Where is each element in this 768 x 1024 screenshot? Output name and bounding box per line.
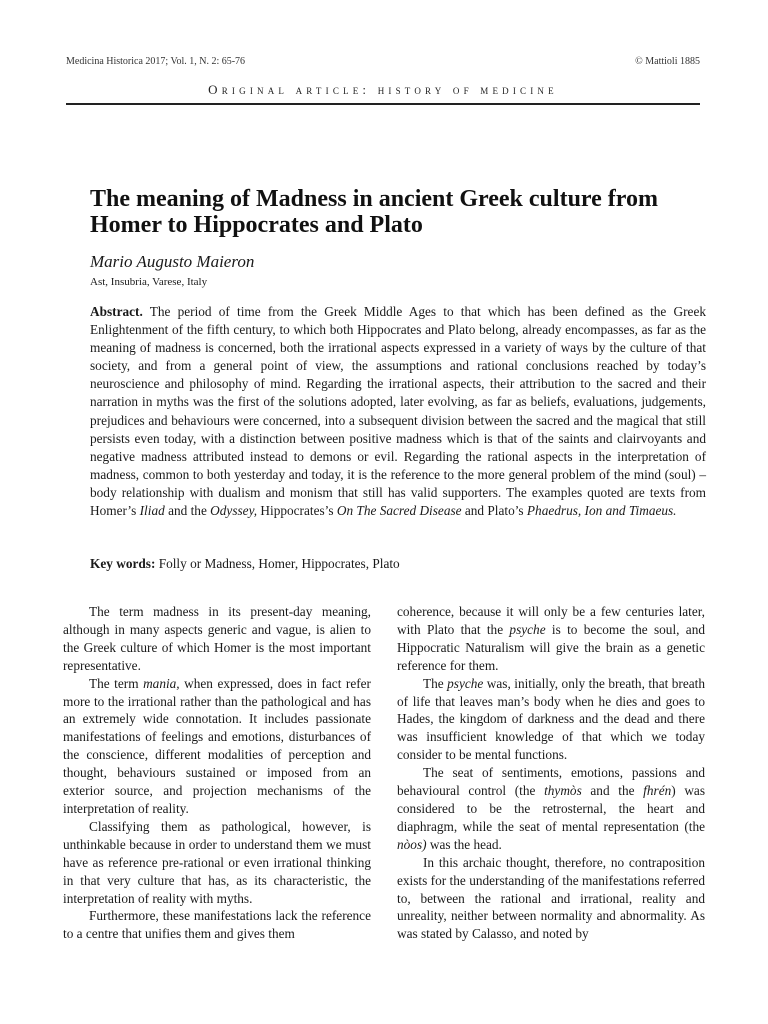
paragraph: Classifying them as pathological, however, is unthinkable because in order to understand them we must have as reference pre-rational or even irrational thinking in that very culture that has, as its characteristic, the interpretation of reality with myths. [63, 818, 371, 906]
term-psyche: psyche [447, 675, 484, 691]
paragraph: Furthermore, these manifestations lack the reference to a centre that unifies them and gives them [63, 908, 371, 942]
abstract-odyssey: Odyssey, [210, 503, 258, 519]
text-run: ) was considered to be the retrosternal, the heart and diaphragm, while the seat of mental representation (the [397, 783, 706, 834]
keywords [90, 555, 706, 573]
author-affiliation: Ast, Insubria, Varese, Italy [90, 276, 208, 288]
text-run: coherence, because it will only be a few centuries later, with Plato that the [397, 604, 705, 637]
term-mania: mania, [143, 675, 180, 691]
abstract-label: Abstract. [90, 304, 143, 319]
text-run: was the head. [426, 836, 502, 852]
text-run: The seat of sentiments, emotions, passions and behavioural control (the [397, 765, 705, 799]
term-thymos: thymòs [544, 783, 582, 799]
paragraph [397, 603, 705, 675]
term-noos: nòos) [397, 836, 427, 852]
paragraph: In this archaic thought, therefore, no contraposition exists for the understanding of the manifestations referred to, between the rational and irrational, reality and unreality, neither between normality and abnormality. As was stated by Calasso, and noted by [397, 854, 705, 942]
paragraph: The term madness in its present-day meaning, although in many aspects generic and vague, is alien to the Greek culture of which Homer is the most important representative. [63, 604, 371, 673]
body-column-right [397, 603, 705, 943]
paragraph [397, 764, 705, 854]
text-run: The [423, 675, 448, 691]
text-run: when expressed, does in fact refer more to the irrational rather than the pathological and has an extremely wide connotation. It includes passionate manifestations of feelings and emotions, disturbances of the conscience, different modalities of perception and thought, behaviours sustained or imposed from an exterior source, and projection mechanisms of the interpretation of reality. [63, 675, 371, 816]
keywords-label: Key words: [90, 556, 156, 571]
text-run: and the [581, 783, 644, 799]
text-run: is to become the soul, and Hippocratic Naturalism will give the brain as a genetic reference for them. [397, 621, 705, 673]
term-psyche: psyche [509, 621, 546, 637]
author-name: Mario Augusto Maieron [90, 252, 255, 271]
paragraph [397, 675, 705, 765]
term-phren: fhrén [643, 783, 672, 799]
journal-reference: Medicina Historica 2017; Vol. 1, N. 2: 65-76 [66, 56, 246, 67]
abstract-text: The period of time from the Greek Middle Ages to that which has been defined as the Greek Enlightenment of the fifth century, to which both Hippocrates and Plato belong, already encompasses, as far as the meaning of madness is concerned, both the irrational aspects expressed in a variety of ways by the culture of that society, and from a general point of view, the assumptions and rational conclusions reached by today’s neuroscience and philosophy of mind. Regarding the irrational aspects, their attribution to the sacred and their narration in myths was the first of the solutions adopted, later evolving, as far as beliefs, evaluations, judgements, prejudices and behaviours were concerned, into a subsequent division between the sacred and the magical that still persists even today, with a distinction between positive madness which is that of the saints and clairvoyants and negative madness attributed instead to demons or evil. Regarding the rational aspects in the interpretation of madness, common to both yesterday and today, it is the reference to the more general problem of the mind (soul) – body relationship with dualism and monism that still has valid supporters. The examples quoted are texts from Homer’s [90, 304, 706, 519]
text-run: was, initially, only the breath, that breath of life that leaves man’s body when he dies and goes to Hades, the kingdom of darkness and the dead and there was insufficient knowledge of that which we today consider to be mental functions. [397, 675, 705, 763]
text-run: The term [89, 675, 144, 691]
body-column-left [63, 603, 371, 943]
abstract-plato-works: Phaedrus, Ion and Timaeus. [526, 503, 677, 519]
abstract [90, 303, 706, 520]
abstract-text: and Plato’s [461, 503, 527, 519]
abstract-sacred-disease: On The Sacred Disease [336, 503, 462, 519]
keywords-text: Folly or Madness, Homer, Hippocrates, Plato [155, 556, 400, 571]
article-section-heading: Original article: history of medicine [66, 82, 700, 105]
abstract-text: and the [164, 503, 211, 519]
article-title: The meaning of Madness in ancient Greek culture from Homer to Hippocrates and Plato [90, 186, 658, 238]
paragraph [63, 675, 371, 818]
copyright-notice: © Mattioli 1885 [635, 56, 700, 67]
abstract-text: Hippocrates’s [257, 503, 337, 519]
abstract-iliad: Iliad [139, 503, 165, 519]
running-header [66, 56, 700, 67]
